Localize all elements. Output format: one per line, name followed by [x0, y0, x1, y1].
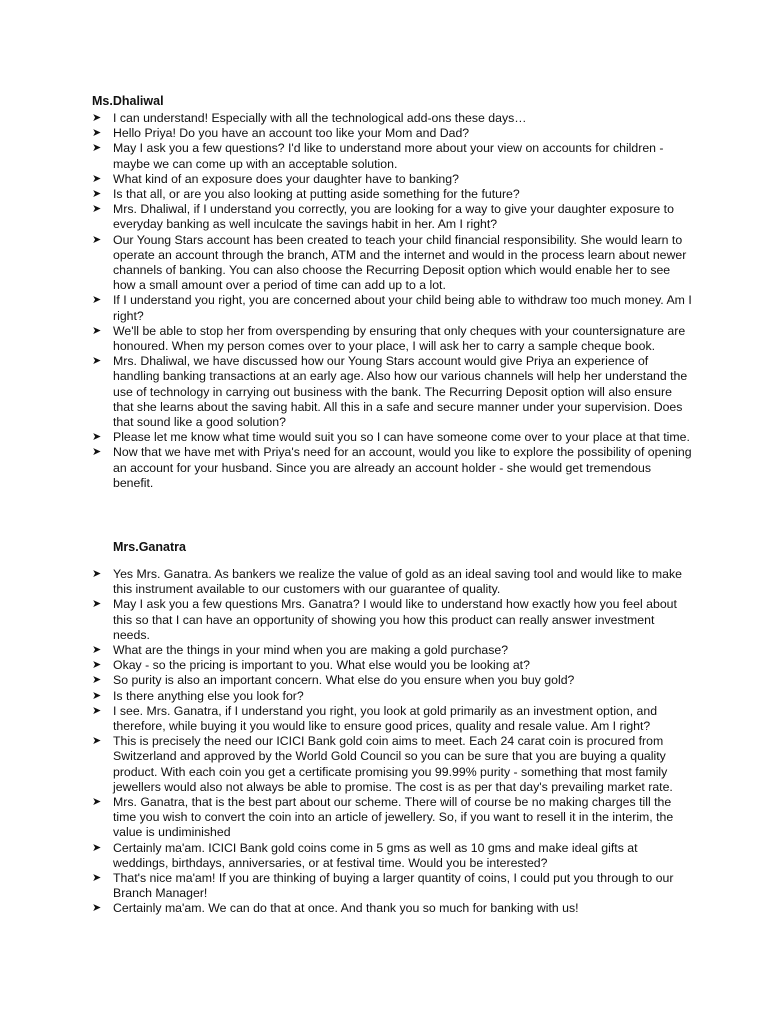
dialogue-list-ganatra — [92, 567, 692, 917]
dialogue-item — [92, 795, 692, 841]
arrowhead-bullet-icon: ➤ — [92, 689, 102, 702]
dialogue-item — [92, 354, 692, 430]
dialogue-item — [92, 187, 692, 202]
arrowhead-bullet-icon: ➤ — [92, 446, 102, 459]
arrowhead-bullet-icon: ➤ — [92, 735, 102, 748]
dialogue-item — [92, 293, 692, 323]
dialogue-item — [92, 689, 692, 704]
dialogue-list-dhaliwal — [92, 111, 692, 491]
dialogue-item — [92, 111, 692, 126]
arrowhead-bullet-icon: ➤ — [92, 294, 102, 307]
dialogue-item — [92, 141, 692, 171]
dialogue-item — [92, 202, 692, 232]
arrowhead-bullet-icon: ➤ — [92, 233, 102, 246]
arrowhead-bullet-icon: ➤ — [92, 431, 102, 444]
dialogue-item — [92, 901, 692, 916]
dialogue-item-text: I see. Mrs. Ganatra, if I understand you right, you look at gold primarily as an investment option, and therefore, while buying it you would like to ensure good prices, quality and resale value. Am I right? — [113, 703, 658, 734]
dialogue-item-text: Is there anything else you look for? — [113, 688, 304, 703]
arrowhead-bullet-icon: ➤ — [92, 674, 102, 687]
dialogue-item — [92, 704, 692, 734]
dialogue-item — [92, 172, 692, 187]
dialogue-item — [92, 324, 692, 354]
arrowhead-bullet-icon: ➤ — [92, 704, 102, 717]
dialogue-item-text: Mrs. Dhaliwal, if I understand you correctly, you are looking for a way to give your daughter exposure to everyday banking as well inculcate the savings habit in her. Am I right? — [113, 202, 674, 232]
dialogue-item-text: Hello Priya! Do you have an account too like your Mom and Dad? — [113, 126, 470, 141]
dialogue-item-text: Okay - so the pricing is important to you. What else would you be looking at? — [113, 658, 530, 673]
dialogue-item — [92, 233, 692, 294]
arrowhead-bullet-icon: ➤ — [92, 324, 102, 337]
dialogue-item-text: Now that we have met with Priya's need for an account, would you like to explore the possibility of opening an account for your husband. Since you are already an account holder - she would get tremendous benefit. — [113, 445, 692, 490]
arrowhead-bullet-icon: ➤ — [92, 841, 102, 854]
dialogue-item-text: Mrs. Ganatra, that is the best part about our scheme. There will of course be no making charges till the time you wish to convert the coin into an article of jewellery. So, if you want to resell it in the interim, the value is undiminished — [113, 795, 674, 840]
arrowhead-bullet-icon: ➤ — [92, 112, 102, 124]
dialogue-item — [92, 643, 692, 658]
dialogue-item — [92, 430, 692, 445]
arrowhead-bullet-icon: ➤ — [92, 172, 102, 185]
dialogue-item-text: Is that all, or are you also looking at putting aside something for the future? — [113, 187, 520, 202]
dialogue-item — [92, 734, 692, 795]
dialogue-item — [92, 673, 692, 688]
arrowhead-bullet-icon: ➤ — [92, 127, 102, 140]
arrowhead-bullet-icon: ➤ — [92, 902, 102, 915]
arrowhead-bullet-icon: ➤ — [92, 188, 102, 201]
dialogue-item-text: We'll be able to stop her from overspending by ensuring that only cheques with your countersignature are honoured. When my person comes over to your place, I will ask her to carry a sample cheque book. — [113, 323, 686, 354]
dialogue-item-text: May I ask you a few questions? I'd like to understand more about your view on accounts for children - maybe we can come up with an acceptable solution. — [113, 141, 664, 171]
arrowhead-bullet-icon: ➤ — [92, 142, 102, 155]
dialogue-item — [92, 841, 692, 871]
dialogue-item-text: Our Young Stars account has been created to teach your child financial responsibility. She would learn to operate an account through the branch, ATM and the internet and would in the process learn about newer channels of banking. You can also choose the Recurring Deposit option which would enable her to see how a small amount over a period of time can add up to a lot. — [113, 232, 687, 293]
dialogue-item — [92, 445, 692, 491]
arrowhead-bullet-icon: ➤ — [92, 872, 102, 885]
dialogue-item — [92, 126, 692, 141]
arrowhead-bullet-icon: ➤ — [92, 203, 102, 216]
dialogue-item — [92, 597, 692, 643]
dialogue-item-text: What are the things in your mind when you are making a gold purchase? — [113, 643, 509, 658]
dialogue-item-text: This is precisely the need our ICICI Bank gold coin aims to meet. Each 24 carat coin is procured from Switzerland and approved by the World Gold Council so you can be sure that you are buying a quality product. With each coin you get a certificate promising you 99.99% purity - something that most family jewellers would also not always be able to promise. The cost is as per that day's prevailing market rate. — [113, 734, 673, 794]
dialogue-item — [92, 567, 692, 597]
dialogue-item-text: What kind of an exposure does your daughter have to banking? — [113, 171, 459, 186]
dialogue-item — [92, 871, 692, 901]
arrowhead-bullet-icon: ➤ — [92, 568, 102, 580]
dialogue-item — [92, 658, 692, 673]
arrowhead-bullet-icon: ➤ — [92, 644, 102, 657]
dialogue-item-text: If I understand you right, you are concerned about your child being able to withdraw too much money. Am I right? — [113, 293, 692, 323]
dialogue-item-text: So purity is also an important concern. What else do you ensure when you buy gold? — [113, 673, 575, 688]
dialogue-item-text: That's nice ma'am! If you are thinking of buying a larger quantity of coins, I could put you through to our Branch Manager! — [113, 871, 674, 901]
dialogue-item-text: Mrs. Dhaliwal, we have discussed how our Young Stars account would give Priya an experience of handling banking transactions at an early age. Also how our various channels will help her understand the use of technology in carrying out business with the bank. The Recurring Deposit option will also ensure that she learns about the saving habit. All this in a safe and secure manner under your supervision. Does that sound like a good solution? — [113, 354, 688, 430]
dialogue-item-text: Please let me know what time would suit you so I can have someone come over to your place at that time. — [113, 430, 690, 445]
arrowhead-bullet-icon: ➤ — [92, 355, 102, 368]
arrowhead-bullet-icon: ➤ — [92, 796, 102, 809]
dialogue-item-text: Certainly ma'am. We can do that at once. And thank you so much for banking with us! — [113, 901, 579, 916]
section-title-dhaliwal: Ms.Dhaliwal — [92, 94, 164, 108]
arrowhead-bullet-icon: ➤ — [92, 598, 102, 611]
dialogue-item-text: I can understand! Especially with all the technological add-ons these days… — [113, 111, 527, 125]
section-title-ganatra: Mrs.Ganatra — [113, 540, 186, 554]
dialogue-item-text: Yes Mrs. Ganatra. As bankers we realize the value of gold as an ideal saving tool and would like to make this instrument available to our customers with our guarantee of quality. — [113, 567, 682, 597]
dialogue-item-text: May I ask you a few questions Mrs. Ganatra? I would like to understand how exactly how you feel about this so that I can have an opportunity of showing you how this product can really answer investment needs. — [113, 597, 677, 642]
arrowhead-bullet-icon: ➤ — [92, 659, 102, 672]
dialogue-item-text: Certainly ma'am. ICICI Bank gold coins come in 5 gms as well as 10 gms and make ideal gifts at weddings, birthdays, anniversaries, or at festival time. Would you be interested? — [113, 840, 638, 870]
